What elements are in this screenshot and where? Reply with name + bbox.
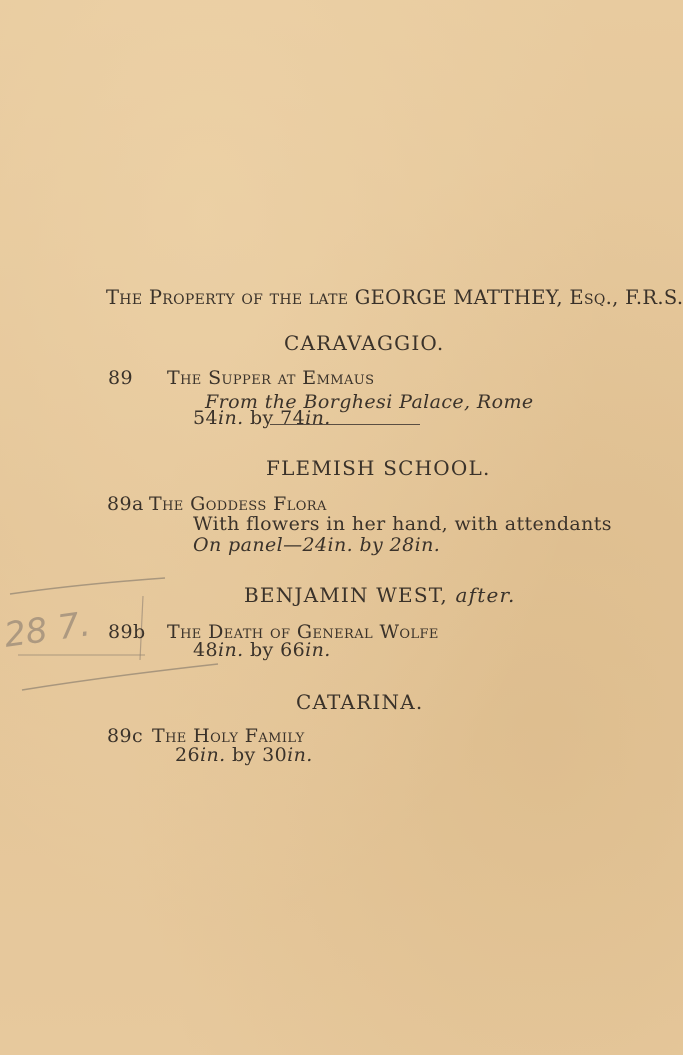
provenance-honours: F.R.S.: [625, 286, 683, 309]
lot-number: 89a: [107, 493, 144, 515]
lot-number: 89: [108, 367, 133, 389]
school-heading-caravaggio: CARAVAGGIO.: [284, 331, 445, 355]
lot-dimensions: 48in. by 66in.: [193, 639, 331, 661]
lot-dimensions: 26in. by 30in.: [175, 744, 313, 766]
provenance-owner: GEORGE MATTHEY,: [354, 286, 563, 309]
section-divider: [270, 424, 420, 425]
school-note: after.: [455, 583, 516, 607]
school-heading-flemish: FLEMISH SCHOOL.: [266, 456, 491, 480]
provenance-line: [106, 286, 683, 309]
lot-title: The Death of General Wolfe: [167, 621, 439, 643]
provenance-suffix: Esq.,: [569, 286, 619, 309]
school-name: BENJAMIN WEST,: [244, 583, 448, 607]
school-heading-catarina: CATARINA.: [296, 690, 424, 714]
lot-title: The Goddess Flora: [149, 493, 327, 515]
lot-dimensions: 54in. by 74in.: [193, 407, 331, 429]
lot-number: 89c: [107, 725, 144, 747]
school-heading-west: [244, 583, 516, 607]
provenance-prefix: The Property of the late: [106, 286, 349, 309]
lot-description: With flowers in her hand, with attendants: [193, 513, 612, 535]
lot-description: From the Borghesi Palace, Rome: [205, 391, 534, 413]
lot-number: 89b: [108, 621, 146, 643]
lot-title: The Supper at Emmaus: [167, 367, 375, 389]
lot-dimensions: On panel—24in. by 28in.: [193, 534, 441, 556]
lot-title: The Holy Family: [152, 725, 305, 747]
pencil-price-annotation: 28 7.: [1, 604, 93, 656]
